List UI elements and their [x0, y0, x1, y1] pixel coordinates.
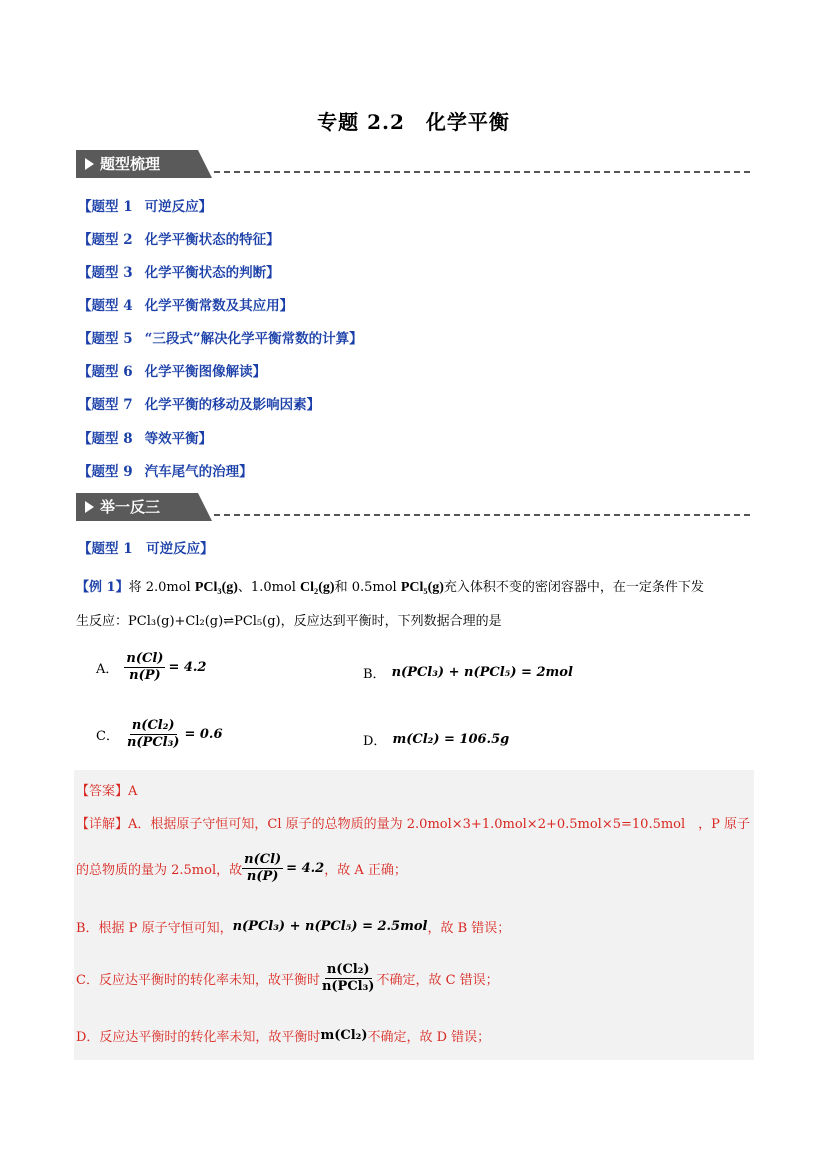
- option-a[interactable]: A． $\frac{n(Cl)}{n(P)}$ = 4.2: [96, 651, 207, 683]
- detail-line2: 的总物质的量为 2.5mol，故 $\frac{n(Cl)}{n(P)}$ = 4.2 ，故 A 正确；: [76, 852, 407, 884]
- detail-option-d: D．反应达平衡时的转化率未知，故平衡时 m(Cl₂) 不确定，故 D 错误；: [76, 1028, 491, 1045]
- dash-dot-divider: [214, 171, 750, 173]
- section-banner-examples: [76, 493, 756, 521]
- detail-option-b: B．根据 P 原子守恒可知， n(PCl₃) + n(PCl₅) = 2.5mol ，故 B 错误；: [76, 919, 511, 936]
- topic-item[interactable]: 【题型 3 化学平衡状态的判断】: [78, 265, 280, 281]
- example-label: 【例 1】: [76, 580, 129, 595]
- topic-item[interactable]: 【题型 4 化学平衡常数及其应用】: [78, 298, 294, 314]
- detail-line1: 【详解】 A．根据原子守恒可知，Cl 原子的总物质的量为 2.0mol×3+1.0mol×2+0.5mol×5=10.5mol ，P 原子: [76, 817, 751, 832]
- option-b[interactable]: B． n(PCl₃) + n(PCl₅) = 2mol: [363, 665, 573, 682]
- topic-item[interactable]: 【题型 2 化学平衡状态的特征】: [78, 232, 280, 248]
- section-banner-summary: [76, 150, 756, 178]
- banner-title: 举一反三: [100, 498, 161, 516]
- option-d[interactable]: D． m(Cl₂) = 106.5g: [363, 732, 510, 749]
- fraction: $\frac{n(Cl)}{n(P)}$: [244, 852, 282, 884]
- topic-item[interactable]: 【题型 6 化学平衡图像解读】: [78, 364, 267, 380]
- example-question-line1: 【例 1】将 2.0mol PCl₃(g)、1.0mol Cl₂(g)和 0.5mol PCl₅(g)充入体积不变的密闭容器中，在一定条件下发: [76, 580, 704, 595]
- topic-item[interactable]: 【题型 5 “三段式”解决化学平衡常数的计算】: [78, 331, 363, 347]
- fraction: $\frac{\text{n(Cl₂)}}{\text{n(PCl₃)}}$: [126, 718, 180, 750]
- play-arrow-icon: [85, 158, 94, 170]
- detail-option-c: C．反应达平衡时的转化率未知，故平衡时 $\frac{\text{n(Cl₂)}}{\text{n(PCl₃)}}$ 不确定，故 C 错误；: [76, 962, 499, 994]
- topic-item[interactable]: 【题型 7 化学平衡的移动及影响因素】: [78, 397, 321, 413]
- topic-item[interactable]: 【题型 8 等效平衡】: [78, 431, 213, 447]
- play-arrow-icon: [85, 501, 94, 513]
- topic-item[interactable]: 【题型 9 汽车尾气的治理】: [78, 464, 253, 480]
- banner-title: 题型梳理: [100, 155, 161, 173]
- fraction: $\frac{n(Cl)}{n(P)}$: [126, 651, 164, 683]
- section-heading: 【题型 1 可逆反应】: [78, 541, 214, 557]
- option-c[interactable]: C． $\frac{\text{n(Cl₂)}}{\text{n(PCl₃)}}$ = 0.6: [96, 718, 223, 750]
- dash-dot-divider: [214, 514, 750, 516]
- page-title: 专题 2.2 化学平衡: [317, 110, 510, 134]
- example-question-line2: 生反应：PCl₃(g)+Cl₂(g)⇌PCl₅(g)，反应达到平衡时，下列数据合理的是: [76, 614, 502, 629]
- answer-label: 【答案】A: [76, 784, 138, 799]
- fraction: $\frac{\text{n(Cl₂)}}{\text{n(PCl₃)}}$: [321, 962, 375, 994]
- topic-item[interactable]: 【题型 1 可逆反应】: [78, 199, 213, 215]
